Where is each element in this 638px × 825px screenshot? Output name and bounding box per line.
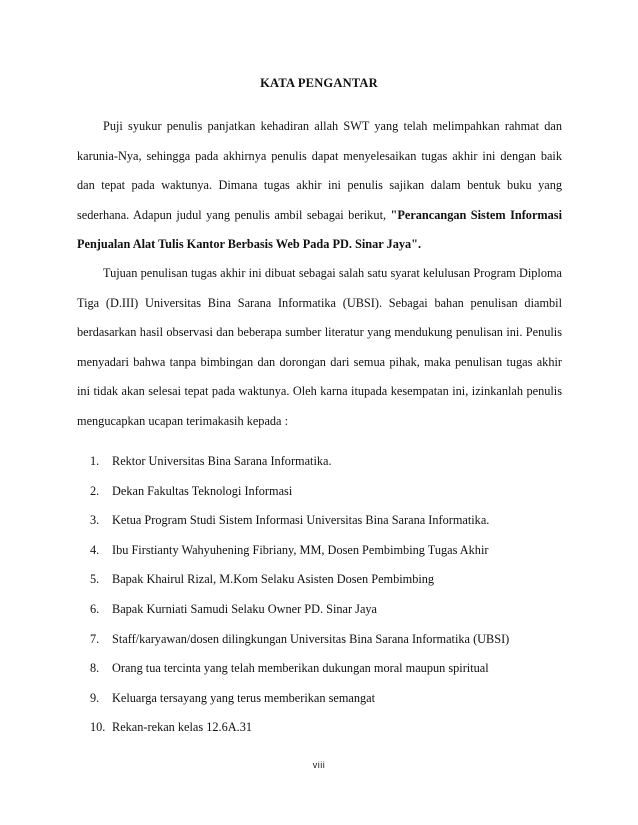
list-item	[90, 625, 509, 655]
list-item-text: Bapak Kurniati Samudi Selaku Owner PD. Sinar Jaya	[112, 601, 378, 616]
paragraph-intro	[77, 112, 562, 260]
acknowledgement-list	[90, 447, 509, 743]
page-number: viii	[312, 760, 326, 770]
list-item	[90, 506, 509, 536]
list-item-number: 8.	[90, 661, 100, 676]
list-item	[90, 477, 509, 507]
thesis-title-text: "Perancangan Sistem Informasi Penjualan Alat Tulis Kantor Berbasis Web Pada PD. Sinar Jaya".	[77, 207, 562, 252]
list-item-number: 7.	[90, 631, 100, 646]
list-item-number: 1.	[90, 454, 100, 468]
list-item	[90, 654, 509, 684]
list-item-text: Keluarga tersayang yang terus memberikan semangat	[112, 690, 376, 705]
list-item-number: 5.	[90, 572, 100, 587]
list-item	[90, 447, 509, 477]
list-item-number: 3.	[90, 513, 100, 528]
list-item	[90, 684, 509, 714]
list-item-text: Rektor Universitas Bina Sarana Informatika.	[112, 454, 332, 468]
paragraph-intro-text: Puji syukur penulis panjatkan kehadiran allah SWT yang telah melimpahkan rahmat dan karunia-Nya, sehingga pada akhirnya penulis dapat menyelesaikan tugas akhir ini dengan baik dan tepat pada waktunya. Dimana tugas akhir ini penulis sajikan dalam bentuk buku yang sederhana. Adapun judul yang penulis ambil sebagai berikut,	[77, 119, 562, 222]
list-item-text: Orang tua tercinta yang telah memberikan dukungan moral maupun spiritual	[112, 661, 489, 676]
list-item-number: 2.	[90, 483, 100, 498]
list-item-number: 4.	[90, 542, 100, 557]
list-item-number: 10.	[90, 720, 106, 735]
list-item-number: 9.	[90, 690, 100, 705]
list-item-text: Rekan-rekan kelas 12.6A.31	[112, 720, 253, 735]
list-item	[90, 713, 509, 743]
list-item-text: Ketua Program Studi Sistem Informasi Universitas Bina Sarana Informatika.	[112, 513, 490, 528]
paragraph-purpose-text: Tujuan penulisan tugas akhir ini dibuat sebagai salah satu syarat kelulusan Program Diploma Tiga (D.III) Universitas Bina Sarana Informatika (UBSI). Sebagai bahan penulisan diambil berdasarkan hasil observasi dan beberapa sumber literatur yang mendukung penulisan ini. Penulis menyadari bahwa tanpa bimbingan dan dorongan dari semua pihak, maka penulisan tugas akhir ini tidak akan selesai tepat pada waktunya. Oleh karna itupada kesempatan ini, izinkanlah penulis mengucapkan ucapan terimakasih kepada :	[77, 266, 562, 428]
list-item	[90, 595, 509, 625]
list-item-text: Staff/karyawan/dosen dilingkungan Universitas Bina Sarana Informatika (UBSI)	[112, 631, 510, 646]
list-item-text: Dekan Fakultas Teknologi Informasi	[112, 483, 293, 498]
list-item-text: Bapak Khairul Rizal, M.Kom Selaku Asisten Dosen Pembimbing	[112, 572, 435, 587]
page-title: KATA PENGANTAR	[260, 76, 378, 90]
list-item-number: 6.	[90, 601, 100, 616]
list-item	[90, 565, 509, 595]
paragraph-purpose	[77, 259, 562, 437]
list-item	[90, 536, 509, 566]
list-item-text: Ibu Firstianty Wahyuhening Fibriany, MM, Dosen Pembimbing Tugas Akhir	[112, 542, 489, 557]
